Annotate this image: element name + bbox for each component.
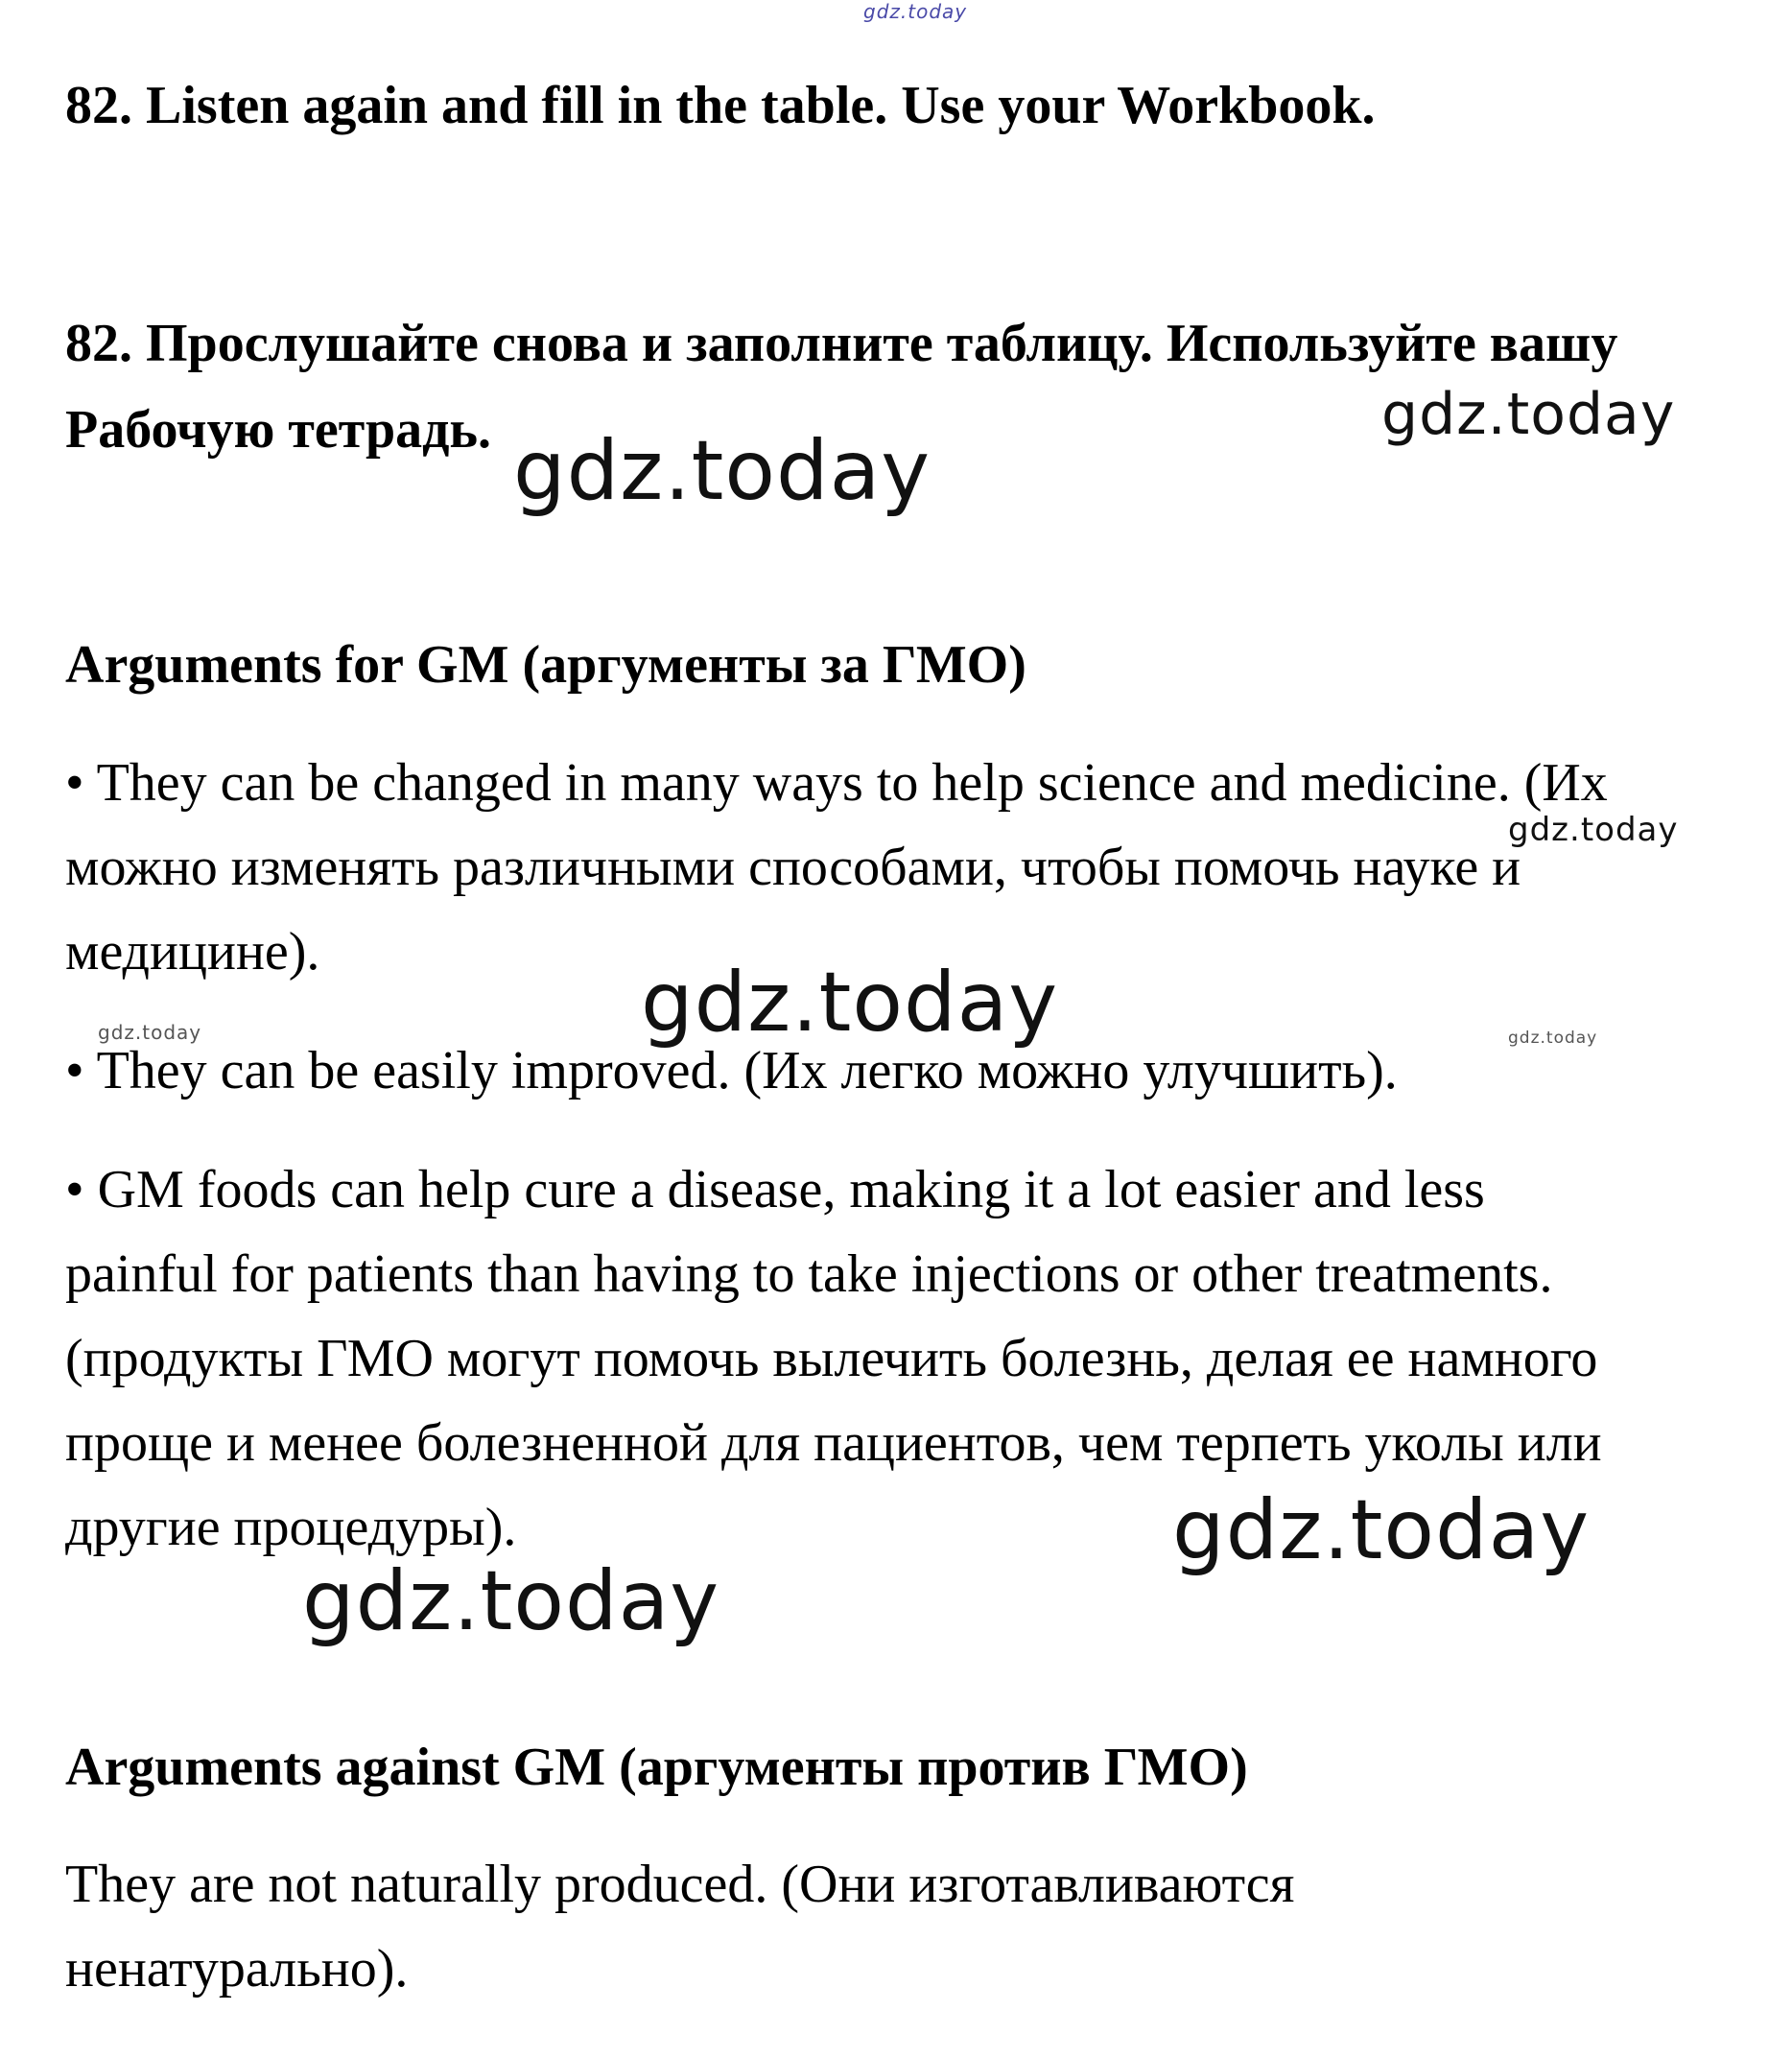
exercise-title-ru-line-1: 82. Прослушайте снова и заполните таблицу. Используйте вашу (65, 314, 1618, 373)
for-item-3-line-3: (продукты ГМО могут помочь вылечить болезнь, делая ее намного (65, 1329, 1598, 1388)
watermark: gdz.today (98, 1021, 202, 1044)
watermark: gdz.today (1508, 1029, 1598, 1048)
section-against-heading: Arguments against GM (аргументы против ГМО) (65, 1738, 1248, 1797)
for-item-3-line-2: painful for patients than having to take injections or other treatments. (65, 1244, 1553, 1304)
for-item-3-line-1: • GM foods can help cure a disease, making it a lot easier and less (65, 1160, 1485, 1219)
exercise-title-ru-line-2: Рабочую тетрадь. (65, 400, 492, 460)
against-item-1-line-1: They are not naturally produced. (Они изготавливаются (65, 1855, 1295, 1914)
for-item-3-line-4: проще и менее болезненной для пациентов, чем терпеть уколы или (65, 1413, 1602, 1473)
watermark: gdz.today (302, 1553, 720, 1649)
for-item-1-line-1: • They can be changed in many ways to help science and medicine. (Их (65, 753, 1608, 813)
for-item-3-line-5: другие процедуры). (65, 1498, 517, 1557)
watermark: gdz.today (1381, 381, 1676, 448)
for-item-2-line-1: • They can be easily improved. (Их легко можно улучшить). (65, 1041, 1398, 1100)
watermark: gdz.today (1172, 1482, 1591, 1578)
section-for-heading: Arguments for GM (аргументы за ГМО) (65, 635, 1026, 695)
watermark: gdz.today (1508, 811, 1679, 849)
exercise-title-en: 82. Listen again and fill in the table. Use your Workbook. (65, 76, 1376, 135)
watermark: gdz.today (641, 955, 1059, 1051)
watermark: gdz.today (513, 423, 931, 519)
for-item-1-line-3: медицине). (65, 922, 320, 982)
against-item-1-line-2: ненатурально). (65, 1939, 409, 1999)
for-item-1-line-2: можно изменять различными способами, чтобы помочь науке и (65, 838, 1521, 897)
header-watermark: gdz.today (863, 0, 968, 23)
